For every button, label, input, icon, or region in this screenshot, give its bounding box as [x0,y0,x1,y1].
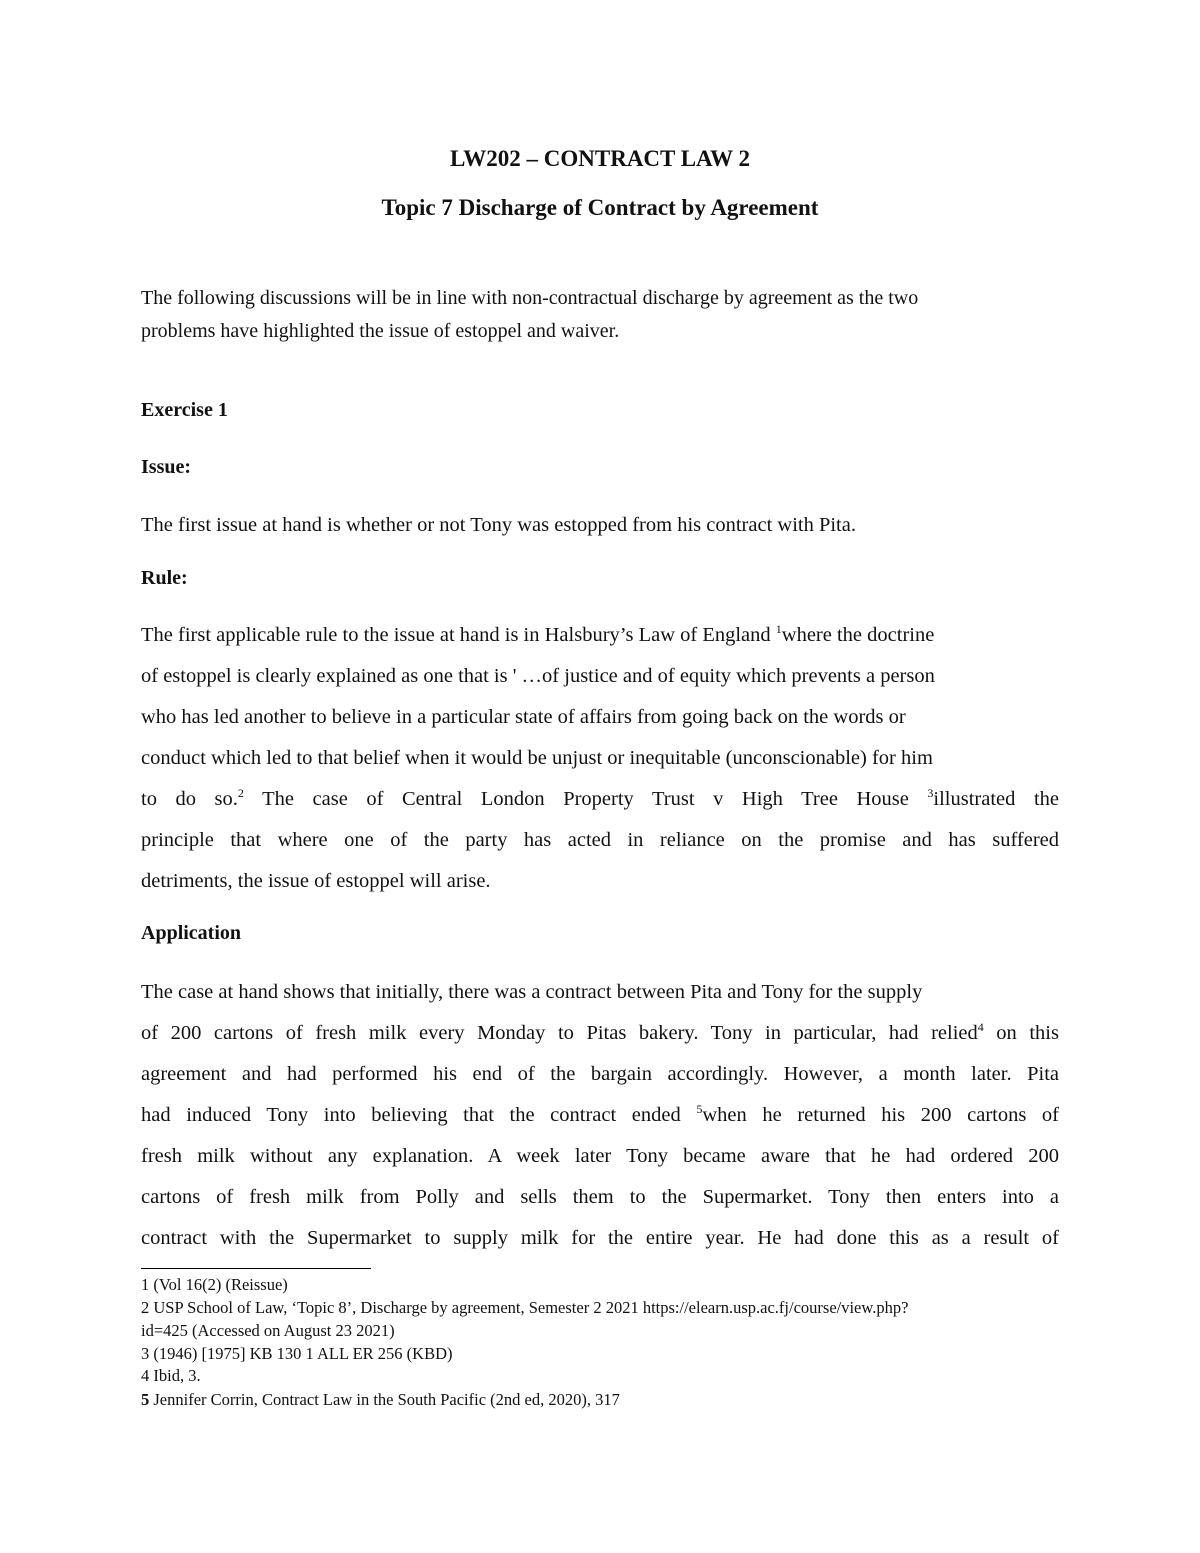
application-line: fresh milk without any explanation. A week later Tony became aware that he had ordered 200 [141,1145,1059,1167]
rule-line: principle that where one of the party has acted in reliance on the promise and has suffered [141,829,1059,851]
footnote-ref-3[interactable]: 3 [927,786,934,801]
application-line: The case at hand shows that initially, there was a contract between Pita and Tony for the supply [141,981,923,1003]
rule-text: The first applicable rule to the issue at hand is in Halsbury’s Law of England [141,624,776,646]
application-line [141,1018,1059,1048]
issue-heading: Issue: [141,456,192,478]
rule-line: of estoppel is clearly explained as one that is ' …of justice and of equity which prevents a person [141,665,935,687]
course-title: LW202 – CONTRACT LAW 2 [450,146,750,171]
intro-line: problems have highlighted the issue of estoppel and waiver. [141,320,620,342]
footnote-5-text: Jennifer Corrin, Contract Law in the South Pacific (2nd ed, 2020), 317 [149,1390,620,1409]
rule-line [141,784,1059,814]
rule-line: conduct which led to that belief when it would be unjust or inequitable (unconscionable) for him [141,747,933,769]
footnote-5-number: 5 [141,1390,150,1409]
rule-line: who has led another to believe in a particular state of affairs from going back on the words or [141,706,906,728]
application-line [141,1100,1059,1130]
footnote-1: 1 (Vol 16(2) (Reissue) [141,1275,288,1294]
footnote-separator [141,1268,371,1269]
application-line: agreement and had performed his end of the bargain accordingly. However, a month later. Pita [141,1063,1059,1085]
rule-line [141,620,1059,650]
issue-text: The first issue at hand is whether or not Tony was estopped from his contract with Pita. [141,514,856,536]
rule-heading: Rule: [141,567,188,589]
footnote-5 [141,1390,620,1410]
footnote-ref-4[interactable]: 4 [977,1020,984,1035]
footnote-4: 4 Ibid, 3. [141,1366,201,1385]
application-heading: Application [141,922,242,944]
application-text: had induced Tony into believing that the contract ended [141,1104,697,1126]
application-line: cartons of fresh milk from Polly and sells them to the Supermarket. Tony then enters into a [141,1186,1059,1208]
rule-text: where the doctrine [781,624,935,646]
footnote-2: 2 USP School of Law, ‘Topic 8’, Discharge by agreement, Semester 2 2021 https://elearn.usp.ac.fj/course/view.php? [141,1298,909,1317]
rule-text: The case of Central London Property Trust v High Tree House [243,788,928,810]
application-text: when he returned his 200 cartons of [702,1104,1059,1126]
application-line: contract with the Supermarket to supply milk for the entire year. He had done this as a result of [141,1227,1059,1249]
rule-text: to do so. [141,788,238,810]
application-text: of 200 cartons of fresh milk every Monday to Pitas bakery. Tony in particular, had relied [141,1022,978,1044]
footnote-3: 3 (1946) [1975] KB 130 1 ALL ER 256 (KBD) [141,1344,453,1363]
rule-text: illustrated the [933,788,1059,810]
footnote-ref-1[interactable]: 1 [775,622,782,637]
exercise-heading: Exercise 1 [141,399,228,421]
intro-line: The following discussions will be in line with non-contractual discharge by agreement as the two [141,287,919,309]
footnote-2-continued: id=425 (Accessed on August 23 2021) [141,1321,395,1340]
intro-paragraph [141,282,1061,348]
footnote-ref-5[interactable]: 5 [696,1102,703,1117]
application-text: on this [983,1022,1059,1044]
footnote-ref-2[interactable]: 2 [237,786,244,801]
rule-line: detriments, the issue of estoppel will arise. [141,870,491,892]
topic-title: Topic 7 Discharge of Contract by Agreement [381,195,819,220]
